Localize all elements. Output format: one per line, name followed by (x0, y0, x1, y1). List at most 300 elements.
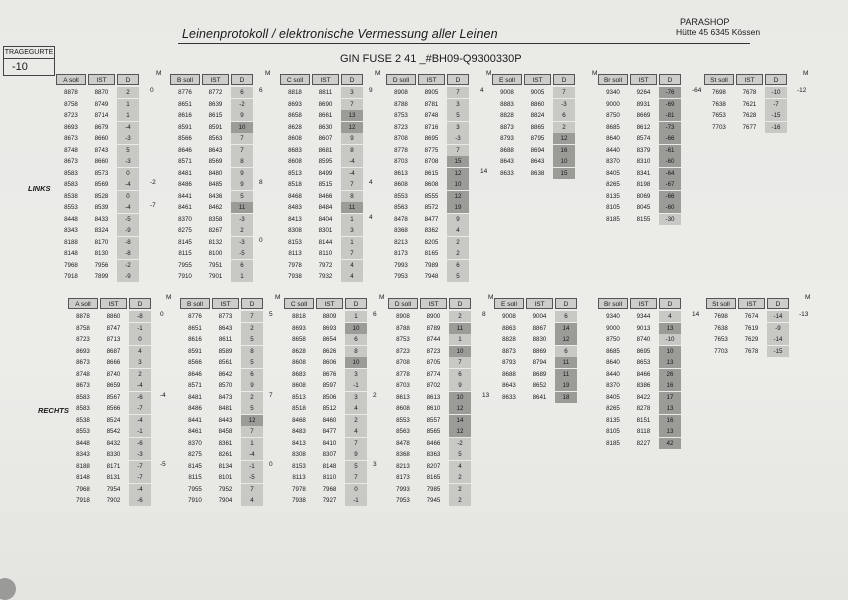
ist-value: 8676 (322, 370, 337, 378)
soll-value: 8188 (64, 238, 78, 246)
soll-value: 8188 (76, 462, 90, 470)
soll-value: 8693 (76, 347, 90, 355)
soll-value: 7638 (714, 324, 728, 332)
ist-value: 8654 (322, 336, 337, 343)
ist-value: 8473 (218, 393, 233, 401)
soll-value: 8748 (64, 146, 78, 154)
soll-value: 8643 (502, 382, 516, 389)
soll-value: 8633 (500, 169, 514, 177)
ist-value: 8639 (208, 100, 223, 108)
ist-value: 8748 (424, 112, 439, 119)
ist-value: 8144 (318, 238, 333, 246)
deviation-value: 13 (659, 357, 681, 368)
deviation-value: 4 (345, 403, 367, 414)
soll-value: 8441 (188, 416, 202, 424)
ist-value: 8643 (218, 324, 233, 332)
deviation-value: -9 (117, 225, 139, 236)
soll-value: 8553 (64, 204, 78, 211)
deviation-value: 12 (447, 168, 469, 179)
soll-value: 8658 (292, 336, 306, 343)
deviation-value: 5 (231, 191, 253, 202)
soll-value: 8778 (396, 370, 410, 378)
deviation-value: 4 (341, 271, 363, 282)
soll-value: 8628 (288, 123, 302, 131)
deviation-value: -10 (765, 87, 787, 98)
ist-value: 8608 (424, 181, 439, 188)
soll-value: 8703 (396, 382, 410, 389)
deviation-value: -6 (129, 438, 151, 449)
deviation-value: 10 (449, 392, 471, 403)
soll-value: 8758 (76, 324, 90, 332)
ist-value: 8723 (426, 347, 441, 355)
deviation-value: 7 (447, 145, 469, 156)
soll-value: 8673 (76, 382, 90, 389)
ist-value: 8570 (218, 382, 233, 389)
deviation-value: -3 (117, 156, 139, 167)
deviation-value: 6 (241, 369, 263, 380)
column-header-ist: IST (202, 74, 229, 85)
soll-value: 8461 (188, 428, 202, 435)
soll-value: 8486 (188, 405, 202, 412)
ist-value: 8069 (636, 192, 651, 200)
deviation-value: 4 (449, 461, 471, 472)
ist-value: 7621 (742, 100, 757, 108)
deviation-value: -64 (659, 168, 681, 179)
ist-value: 8905 (424, 89, 439, 96)
soll-value: 7968 (76, 485, 90, 493)
column-header-ist: IST (420, 298, 447, 309)
ist-value: 8165 (424, 250, 439, 257)
ist-value: 8572 (424, 204, 439, 211)
ist-value: 8740 (636, 336, 651, 343)
ist-value: 8626 (322, 347, 337, 355)
ist-value: 8130 (94, 250, 109, 257)
m-value: 0 (150, 87, 154, 94)
ist-value: 8443 (218, 416, 233, 424)
soll-value: 8275 (188, 451, 202, 458)
ist-value: 8589 (218, 347, 233, 355)
ist-value: 7985 (426, 485, 441, 493)
deviation-value: 3 (447, 122, 469, 133)
deviation-value: -1 (129, 426, 151, 437)
ist-value: 8528 (94, 192, 109, 200)
soll-value: 8413 (288, 215, 302, 223)
m-column-header: M (379, 294, 385, 301)
ist-value: 8642 (218, 370, 233, 378)
deviation-value: 2 (241, 392, 263, 403)
ist-value: 8134 (218, 462, 233, 470)
soll-value: 8708 (396, 359, 410, 366)
deviation-value: -7 (765, 99, 787, 110)
column-header-d: D (345, 298, 367, 309)
deviation-value: 13 (341, 110, 363, 121)
m-value: 7 (269, 391, 273, 399)
ist-value: 8512 (322, 405, 337, 412)
ist-value: 8652 (532, 382, 547, 389)
soll-value: 8343 (64, 227, 78, 234)
soll-value: 8673 (64, 135, 78, 142)
column-header-soll: D soll (388, 298, 418, 309)
m-value: 3 (373, 460, 377, 468)
deviation-value: 0 (129, 334, 151, 345)
ist-value: 8747 (106, 324, 121, 332)
m-value: -13 (799, 311, 809, 318)
column-header-d: D (555, 298, 577, 309)
soll-value: 8878 (64, 89, 78, 96)
deviation-value: 16 (553, 145, 575, 156)
ist-value: 8615 (424, 169, 439, 177)
ist-value: 8597 (322, 382, 337, 389)
soll-value: 8145 (178, 238, 192, 246)
column-header-soll: St soll (704, 74, 734, 85)
soll-value: 8793 (502, 359, 516, 366)
soll-value: 8566 (188, 359, 202, 366)
ist-value: 8045 (636, 204, 651, 211)
deviation-value: -10 (659, 334, 681, 345)
soll-value: 8703 (394, 158, 408, 165)
ist-value: 8165 (426, 474, 441, 481)
soll-value: 8583 (76, 405, 90, 412)
soll-value: 8693 (288, 100, 302, 108)
soll-value: 8608 (288, 135, 302, 142)
deviation-value: -81 (659, 110, 681, 121)
ist-value: 8358 (208, 215, 223, 223)
ist-value: 8386 (636, 382, 651, 389)
column-header-d: D (447, 74, 469, 85)
soll-value: 8368 (396, 451, 410, 458)
deviation-value: 7 (341, 99, 363, 110)
deviation-value: -30 (659, 214, 681, 225)
deviation-value: 12 (449, 426, 471, 437)
soll-value: 8553 (396, 416, 410, 424)
links-label: LINKS (28, 184, 51, 193)
deviation-value: 2 (129, 369, 151, 380)
ist-value: 8653 (636, 359, 651, 366)
ist-value: 8132 (208, 238, 223, 246)
column-header-soll: C soll (284, 298, 314, 309)
deviation-value: 12 (555, 334, 577, 345)
soll-value: 8440 (606, 146, 620, 154)
deviation-value: 7 (341, 248, 363, 259)
ist-value: 8524 (106, 416, 121, 424)
ist-value: 8101 (218, 474, 233, 481)
deviation-value: -4 (341, 168, 363, 179)
ist-value: 8695 (424, 135, 439, 142)
deviation-value: -4 (241, 449, 263, 460)
m-value: -12 (797, 87, 807, 94)
m-value: 8 (259, 179, 263, 186)
ist-value: 8118 (636, 428, 651, 435)
ist-value: 8659 (106, 382, 121, 389)
soll-value: 7703 (712, 123, 726, 131)
soll-value: 8583 (76, 393, 90, 401)
soll-value: 7653 (712, 112, 726, 119)
deviation-value: 10 (553, 156, 575, 167)
deviation-value: 9 (447, 214, 469, 225)
m-column-header: M (156, 70, 162, 77)
deviation-value: -1 (345, 495, 367, 506)
soll-value: 8105 (606, 428, 620, 435)
m-value: 13 (482, 391, 490, 399)
soll-value: 8153 (292, 462, 306, 470)
soll-value: 8370 (188, 439, 202, 447)
ist-value: 8713 (106, 336, 121, 343)
deviation-value: 1 (241, 438, 263, 449)
soll-value: 8753 (396, 336, 410, 343)
ist-value: 7968 (322, 485, 337, 493)
soll-value: 8613 (396, 393, 410, 401)
deviation-value: 6 (555, 311, 577, 322)
ist-value: 8515 (318, 181, 333, 188)
ist-value: 8612 (636, 123, 651, 131)
soll-value: 8651 (178, 100, 192, 108)
deviation-value: 6 (231, 87, 253, 98)
ist-value: 8865 (530, 123, 545, 131)
deviation-value: 13 (659, 323, 681, 334)
m-value: -4 (160, 391, 166, 399)
deviation-value: -69 (659, 99, 681, 110)
column-header-d: D (341, 74, 363, 85)
soll-value: 8405 (606, 393, 620, 401)
soll-value: 8518 (288, 181, 302, 188)
deviation-value: 11 (555, 357, 577, 368)
ist-value: 8660 (94, 135, 109, 142)
deviation-value: 2 (449, 495, 471, 506)
deviation-value: 19 (447, 202, 469, 213)
soll-value: 8213 (396, 462, 410, 470)
soll-value: 7955 (188, 485, 202, 493)
soll-value: 8776 (178, 89, 192, 96)
ist-value: 9004 (532, 313, 547, 320)
column-header-soll: C soll (280, 74, 310, 85)
soll-value: 7993 (396, 485, 410, 493)
ist-value: 8198 (636, 181, 651, 188)
deviation-value: 4 (447, 225, 469, 236)
ist-value: 8824 (530, 112, 545, 119)
column-header-ist: IST (736, 74, 763, 85)
deviation-value: -1 (345, 380, 367, 391)
deviation-value: 4 (345, 426, 367, 437)
soll-value: 7953 (394, 273, 408, 280)
ist-value: 8613 (426, 393, 441, 401)
column-header-ist: IST (212, 298, 239, 309)
ist-value: 8261 (218, 451, 233, 458)
soll-value: 8723 (64, 112, 78, 119)
deviation-value: -14 (767, 334, 789, 345)
m-column-header: M (375, 70, 381, 77)
deviation-value: -5 (231, 248, 253, 259)
soll-value: 8608 (396, 405, 410, 412)
deviation-value: 12 (447, 191, 469, 202)
soll-value: 8275 (178, 227, 192, 234)
ist-value: 8689 (532, 370, 547, 378)
ist-value: 8436 (208, 192, 223, 200)
m-column-header: M (488, 294, 494, 301)
deviation-value: -3 (447, 133, 469, 144)
company-address: Hütte 45 6345 Kössen (676, 27, 761, 37)
deviation-value: 17 (659, 392, 681, 403)
soll-value: 8908 (396, 313, 410, 320)
ist-value: 7948 (424, 273, 439, 280)
ist-value: 8702 (426, 382, 441, 389)
soll-value: 8185 (606, 215, 620, 223)
ist-value: 8506 (322, 393, 337, 401)
m-value: 0 (160, 311, 164, 318)
column-header-d: D (241, 298, 263, 309)
soll-value: 8441 (178, 192, 192, 200)
ist-value: 8151 (636, 416, 651, 424)
m-column-header: M (265, 70, 271, 77)
deviation-value: 16 (659, 380, 681, 391)
ist-value: 8695 (636, 347, 651, 355)
soll-value: 8640 (606, 135, 620, 142)
ist-value: 7678 (742, 89, 757, 96)
deviation-value: -61 (659, 145, 681, 156)
soll-value: 8646 (188, 370, 202, 378)
deviation-value: 7 (449, 357, 471, 368)
ist-value: 8422 (636, 393, 651, 401)
soll-value: 7993 (394, 261, 408, 269)
deviation-value: -15 (767, 346, 789, 357)
soll-value: 7955 (178, 261, 192, 269)
soll-value: 8608 (288, 158, 302, 165)
deviation-value: -60 (659, 202, 681, 213)
soll-value: 8616 (178, 112, 192, 119)
column-header-ist: IST (100, 298, 127, 309)
deviation-value: 5 (447, 271, 469, 282)
soll-value: 8343 (76, 451, 90, 458)
ist-value: 8774 (426, 370, 441, 378)
deviation-value: -4 (129, 415, 151, 426)
ist-value: 8379 (636, 146, 651, 154)
deviation-value: 9 (345, 449, 367, 460)
ist-value: 7678 (744, 347, 759, 355)
soll-value: 7978 (292, 485, 306, 493)
deviation-value: 10 (449, 346, 471, 357)
ist-value: 7972 (318, 261, 333, 269)
deviation-value: 3 (345, 369, 367, 380)
ist-value: 7674 (744, 313, 759, 320)
deviation-value: 8 (241, 346, 263, 357)
soll-value: 8213 (394, 238, 408, 246)
deviation-value: 7 (241, 426, 263, 437)
soll-value: 8563 (396, 428, 410, 435)
m-value: 6 (373, 311, 377, 318)
deviation-value: 42 (659, 438, 681, 449)
deviation-value: 14 (449, 415, 471, 426)
soll-value: 9000 (606, 324, 620, 332)
soll-value: 7653 (714, 336, 728, 343)
ist-value: 8869 (532, 347, 547, 355)
tragegurte-box (3, 46, 55, 76)
soll-value: 8265 (606, 181, 620, 188)
m-value: 4 (369, 213, 373, 221)
deviation-value: 4 (241, 495, 263, 506)
column-header-d: D (553, 74, 575, 85)
soll-value: 8793 (500, 135, 514, 142)
deviation-value: -3 (231, 214, 253, 225)
deviation-value: 5 (345, 461, 367, 472)
deviation-value: 0 (345, 484, 367, 495)
soll-value: 8608 (292, 359, 306, 366)
deviation-value: -1 (241, 461, 263, 472)
soll-value: 8483 (288, 204, 302, 211)
deviation-value: 1 (449, 334, 471, 345)
ist-value: 8569 (208, 158, 223, 165)
soll-value: 8571 (188, 382, 202, 389)
m-value: -64 (692, 87, 702, 94)
soll-value: 8643 (500, 158, 514, 165)
ist-value: 8743 (94, 146, 109, 154)
deviation-value: 12 (449, 403, 471, 414)
deviation-value: -7 (129, 472, 151, 483)
deviation-value: 1 (231, 271, 253, 282)
ist-value: 8661 (318, 112, 333, 119)
deviation-value: 0 (117, 168, 139, 179)
deviation-value: 5 (241, 357, 263, 368)
soll-value: 8591 (178, 123, 192, 131)
ist-value: 8278 (636, 405, 651, 412)
ist-value: 8404 (318, 215, 333, 223)
deviation-value: -5 (117, 214, 139, 225)
soll-value: 8370 (606, 158, 620, 165)
deviation-value: 11 (555, 369, 577, 380)
ist-value: 8557 (426, 416, 441, 424)
deviation-value: 10 (345, 323, 367, 334)
soll-value: 8788 (396, 324, 410, 332)
deviation-value: 7 (345, 472, 367, 483)
ist-value: 7619 (744, 324, 759, 332)
soll-value: 8723 (76, 336, 90, 343)
deviation-value: 2 (449, 311, 471, 322)
soll-value: 8105 (606, 204, 620, 211)
soll-value: 8753 (394, 112, 408, 119)
ist-value: 8310 (636, 158, 651, 165)
ist-value: 8860 (530, 100, 545, 108)
m-value: 5 (269, 311, 273, 318)
soll-value: 8553 (394, 192, 408, 200)
deviation-value: 10 (345, 357, 367, 368)
ist-value: 7899 (94, 273, 109, 280)
ist-value: 8789 (426, 324, 441, 332)
deviation-value: 7 (341, 179, 363, 190)
soll-value: 8685 (606, 347, 620, 355)
deviation-value: 26 (659, 369, 681, 380)
soll-value: 9008 (500, 89, 514, 96)
soll-value: 8616 (188, 336, 202, 343)
deviation-value: 0 (117, 191, 139, 202)
ist-value: 8870 (94, 89, 109, 96)
column-header-soll: Br soll (598, 74, 628, 85)
column-header-d: D (449, 298, 471, 309)
deviation-value: -2 (117, 260, 139, 271)
column-header-ist: IST (88, 74, 115, 85)
soll-value: 7910 (178, 273, 192, 280)
ist-value: 8610 (426, 405, 441, 412)
soll-value: 8370 (606, 382, 620, 389)
m-column-header: M (803, 70, 809, 77)
deviation-value: 2 (117, 87, 139, 98)
m-column-header: M (592, 70, 598, 77)
deviation-value: 4 (129, 346, 151, 357)
ist-value: 8484 (318, 204, 333, 211)
m-value: 9 (369, 87, 373, 94)
deviation-value: -3 (553, 99, 575, 110)
column-header-ist: IST (312, 74, 339, 85)
deviation-value: 8 (341, 191, 363, 202)
soll-value: 8538 (76, 416, 90, 424)
soll-value: 8113 (292, 474, 306, 481)
